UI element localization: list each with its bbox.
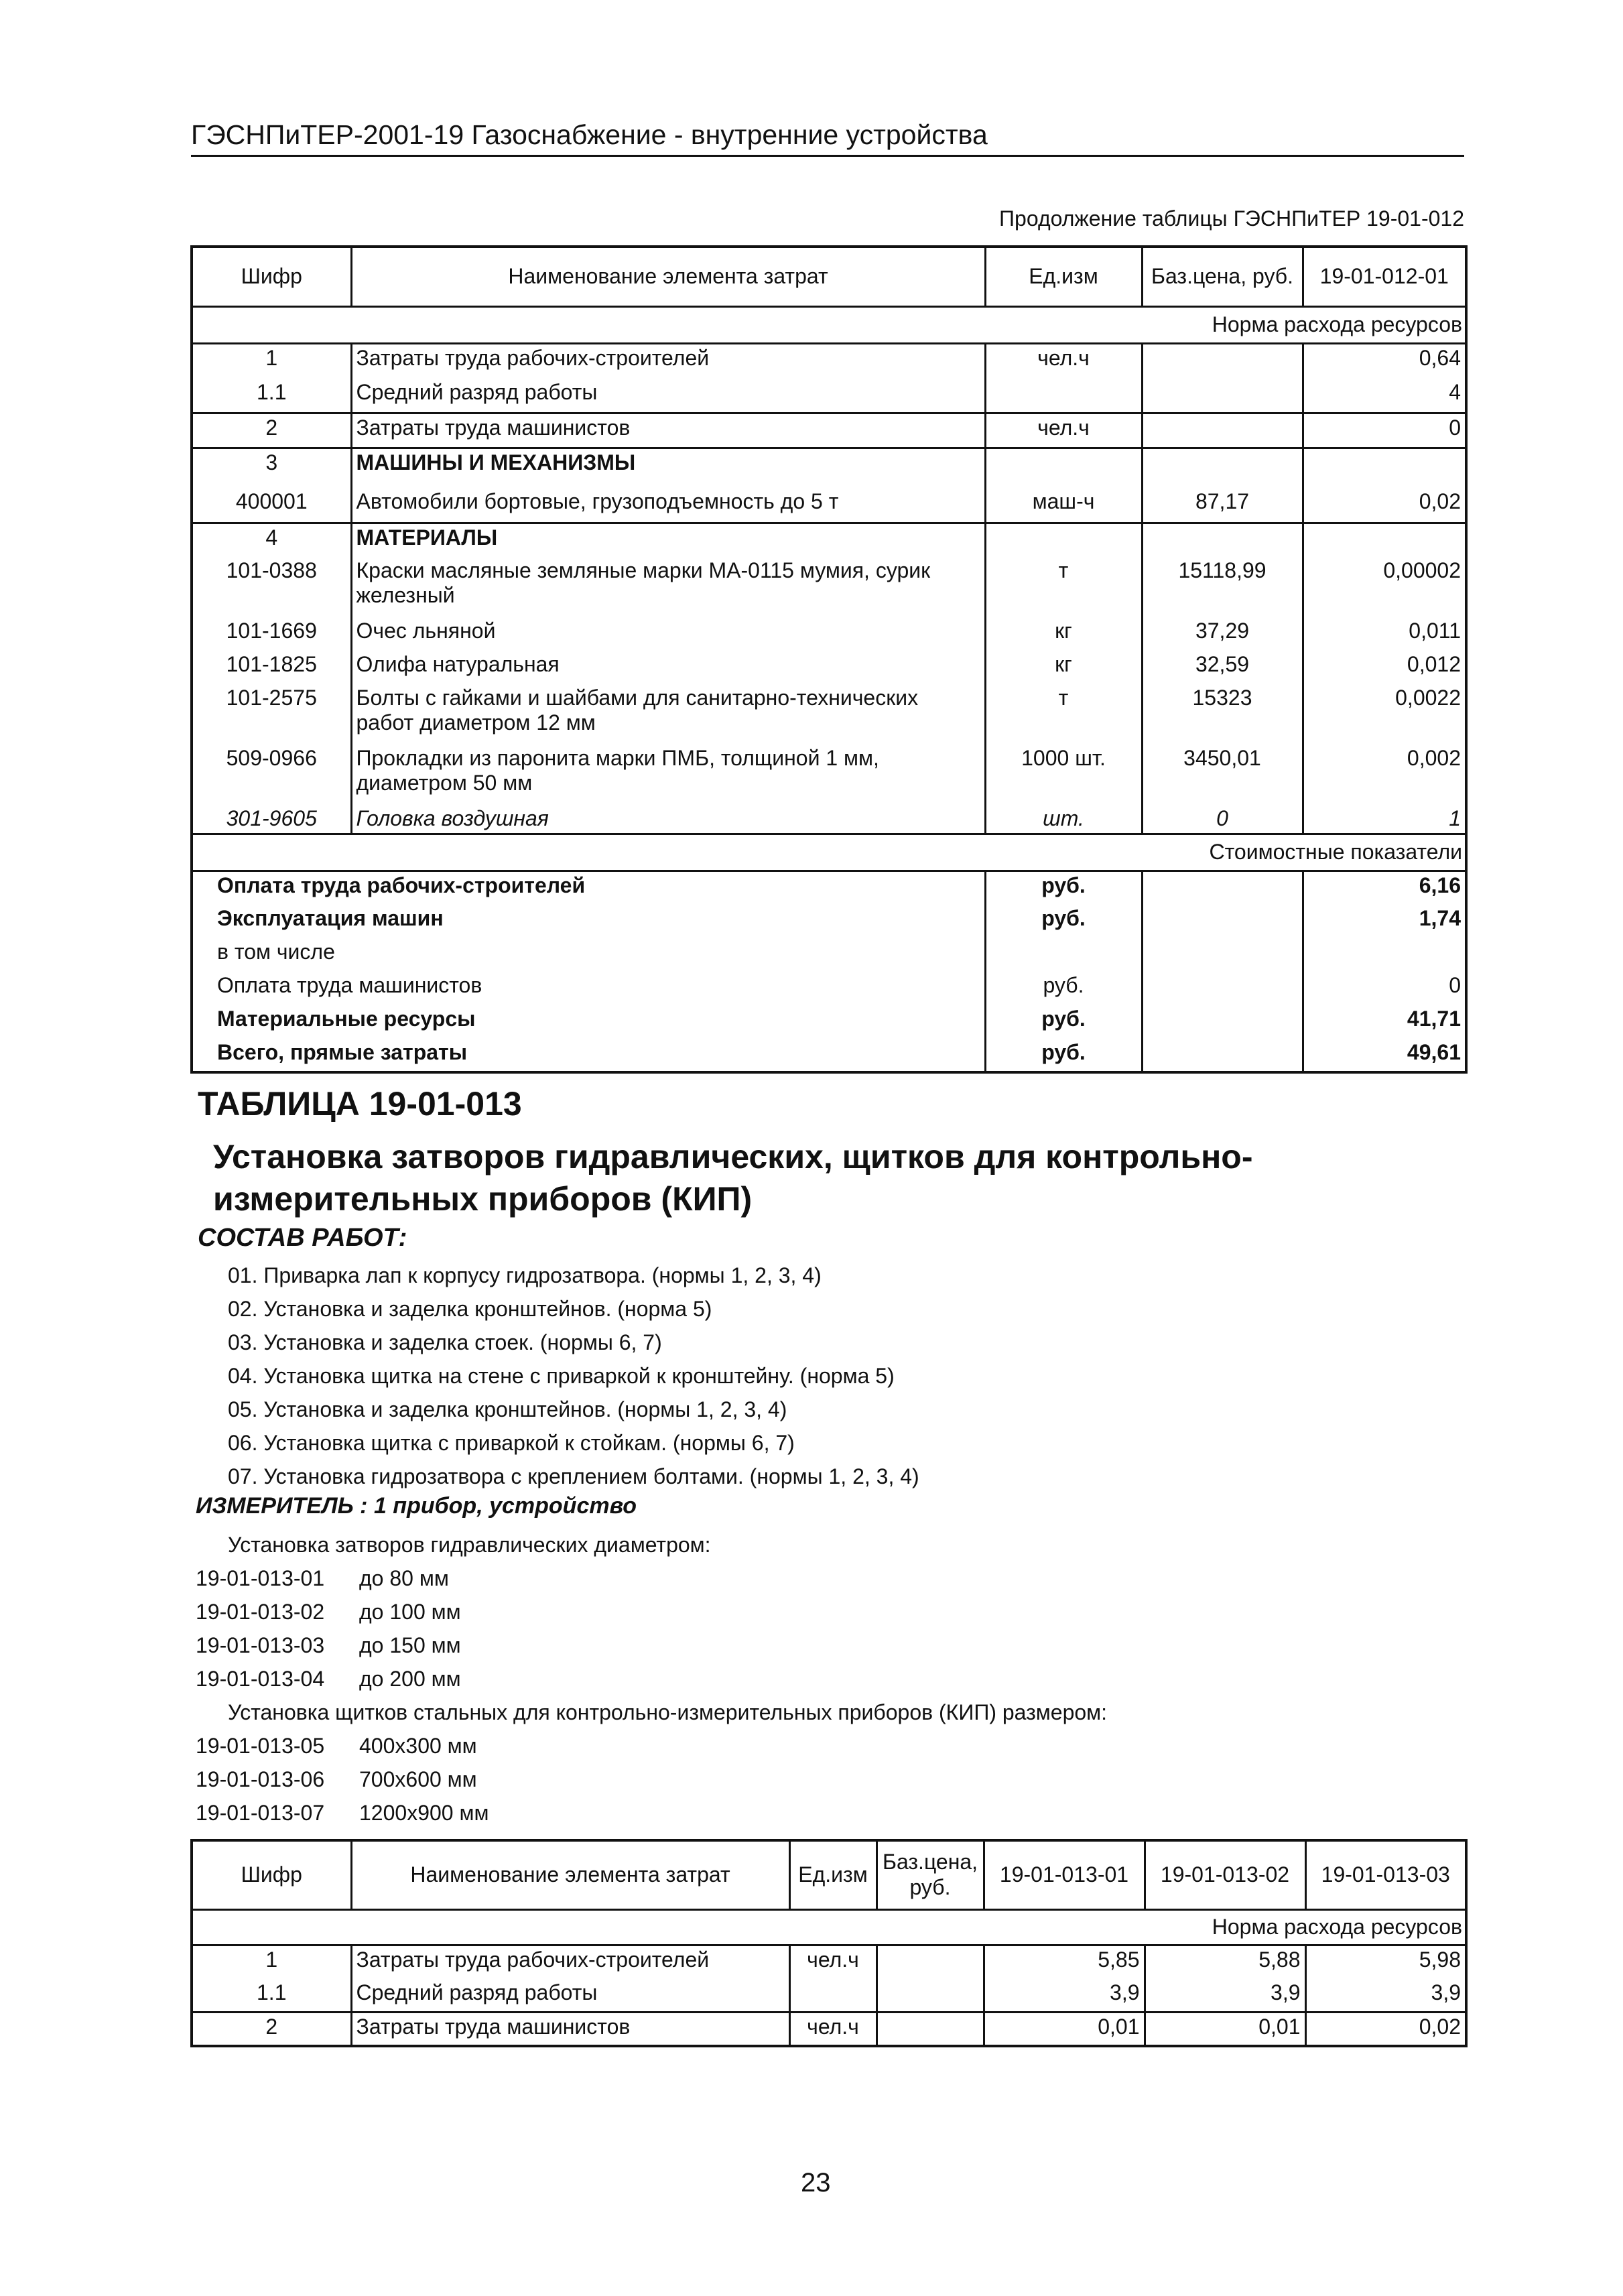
row-value: 3,9: [1145, 1979, 1305, 2013]
row-price: 15323: [1142, 684, 1303, 745]
norm-text: до 100 мм: [359, 1600, 461, 1624]
row-price: 87,17: [1142, 482, 1303, 523]
row-unit: чел.ч: [985, 413, 1142, 448]
row-value: 0,0022: [1303, 684, 1466, 745]
cost-value: [1303, 938, 1466, 972]
row-value: 0,01: [984, 2013, 1145, 2046]
cost-name: Эксплуатация машин: [192, 905, 985, 938]
row-code: 4: [192, 523, 351, 557]
work-item: 02. Установка и заделка кронштейнов. (норма 5): [228, 1297, 712, 1321]
row-code: 2: [192, 2013, 351, 2046]
row-code: 101-1825: [192, 651, 351, 684]
work-composition-title: СОСТАВ РАБОТ:: [198, 1224, 407, 1252]
row-value: 0,02: [1305, 2013, 1466, 2046]
norm-code: 19-01-013-07: [196, 1801, 325, 1825]
table-title: ТАБЛИЦА 19-01-013: [198, 1085, 522, 1123]
cost-value: 1,74: [1303, 905, 1466, 938]
col-header-norm-3: 19-01-013-03: [1305, 1840, 1466, 1910]
work-item: 06. Установка щитка с приваркой к стойкам. (нормы 6, 7): [228, 1431, 795, 1455]
row-name: Средний разряд работы: [351, 379, 985, 413]
col-header-norm: 19-01-012-01: [1303, 247, 1466, 307]
table-continuation-note: Продолжение таблицы ГЭСНПиТЕР 19-01-012: [999, 206, 1464, 231]
group-title: Установка щитков стальных для контрольно-измерительных приборов (КИП) размером:: [228, 1700, 1108, 1724]
norm-text: до 80 мм: [359, 1566, 449, 1590]
section-heading: Установка затворов гидравлических, щитков для контрольно-измерительных приборов (КИП): [213, 1138, 1253, 1218]
row-unit: чел.ч: [789, 2013, 877, 2046]
norm-code: 19-01-013-03: [196, 1633, 325, 1657]
work-item: 05. Установка и заделка кронштейнов. (нормы 1, 2, 3, 4): [228, 1397, 787, 1421]
row-price: [877, 1946, 984, 1979]
cost-unit: руб.: [985, 871, 1142, 905]
row-price: 37,29: [1142, 617, 1303, 651]
row-value: 0,011: [1303, 617, 1466, 651]
row-value: 5,85: [984, 1946, 1145, 1979]
row-code: 400001: [192, 482, 351, 523]
col-header-code: Шифр: [192, 247, 351, 307]
list-item: [196, 1629, 1107, 1662]
row-value: 0: [1303, 413, 1466, 448]
row-value: 5,88: [1145, 1946, 1305, 1979]
row-value: 3,9: [1305, 1979, 1466, 2013]
norm-code: 19-01-013-06: [196, 1767, 325, 1791]
table-row: [192, 523, 1466, 557]
cost-row: [192, 1039, 1466, 1072]
row-value: 4: [1303, 379, 1466, 413]
table-row: [192, 2013, 1466, 2046]
row-name: Очес льняной: [351, 617, 985, 651]
table-row: [192, 482, 1466, 523]
table-row: [192, 413, 1466, 448]
cost-value: 49,61: [1303, 1039, 1466, 1072]
row-unit: чел.ч: [985, 344, 1142, 379]
cost-value: 41,71: [1303, 1005, 1466, 1039]
work-item: 03. Установка и заделка стоек. (нормы 6, 7): [228, 1330, 662, 1354]
meter-unit: ИЗМЕРИТЕЛЬ : 1 прибор, устройство: [196, 1493, 637, 1519]
cost-unit: руб.: [985, 905, 1142, 938]
table-row: [192, 684, 1466, 745]
row-code: 1: [192, 1946, 351, 1979]
row-name: Затраты труда машинистов: [351, 413, 985, 448]
cost-row: [192, 905, 1466, 938]
cost-name: в том числе: [192, 938, 985, 972]
col-header-norm-2: 19-01-013-02: [1145, 1840, 1305, 1910]
cost-name: Материальные ресурсы: [192, 1005, 985, 1039]
row-unit: т: [985, 684, 1142, 745]
cost-name: Всего, прямые затраты: [192, 1039, 985, 1072]
row-code: 3: [192, 448, 351, 482]
norm-text: до 150 мм: [359, 1633, 461, 1657]
col-header-name: Наименование элемента затрат: [351, 1840, 789, 1910]
norm-code: 19-01-013-02: [196, 1600, 325, 1624]
cost-unit: руб.: [985, 1039, 1142, 1072]
table-row: [192, 1979, 1466, 2013]
row-value: 0,00002: [1303, 557, 1466, 617]
row-name: Автомобили бортовые, грузоподъемность до 5 т: [351, 482, 985, 523]
norm-title: Норма расхода ресурсов: [192, 1910, 1466, 1946]
cost-title-row: [192, 834, 1466, 871]
cost-name: Оплата труда рабочих-строителей: [192, 871, 985, 905]
norm-title-row: [192, 1910, 1466, 1946]
row-name: Затраты труда рабочих-строителей: [351, 1946, 789, 1979]
table-row: [192, 745, 1466, 805]
col-header-name: Наименование элемента затрат: [351, 247, 985, 307]
group-title: Установка затворов гидравлических диаметром:: [228, 1533, 711, 1557]
cost-unit: [985, 938, 1142, 972]
col-header-unit: Ед.изм: [985, 247, 1142, 307]
row-code: 1.1: [192, 379, 351, 413]
table-row: [192, 1946, 1466, 1979]
row-name: Болты с гайками и шайбами для санитарно-технических работ диаметром 12 мм: [351, 684, 985, 745]
work-item: 01. Приварка лап к корпусу гидрозатвора. (нормы 1, 2, 3, 4): [228, 1263, 822, 1287]
row-code: 509-0966: [192, 745, 351, 805]
row-code: 101-2575: [192, 684, 351, 745]
list-item: [196, 1662, 1107, 1696]
table-row: [192, 557, 1466, 617]
row-code: 101-0388: [192, 557, 351, 617]
row-price: [1142, 413, 1303, 448]
list-item: [196, 1729, 1107, 1763]
norm-code: 19-01-013-04: [196, 1667, 325, 1691]
row-unit: кг: [985, 651, 1142, 684]
cost-value: 0: [1303, 972, 1466, 1005]
row-price: [1142, 448, 1303, 482]
row-code: 101-1669: [192, 617, 351, 651]
cost-unit: руб.: [985, 972, 1142, 1005]
row-value: [1303, 448, 1466, 482]
row-name: Олифа натуральная: [351, 651, 985, 684]
cost-row: [192, 871, 1466, 905]
row-price: [1142, 523, 1303, 557]
resource-table-19-01-012: [190, 245, 1468, 1074]
row-unit: [985, 523, 1142, 557]
col-header-norm-1: 19-01-013-01: [984, 1840, 1145, 1910]
cost-row: [192, 1005, 1466, 1039]
work-list: [228, 1259, 919, 1493]
norm-code: 19-01-013-05: [196, 1734, 325, 1758]
row-name: МАТЕРИАЛЫ: [351, 523, 985, 557]
table-row: [192, 651, 1466, 684]
work-item: 04. Установка щитка на стене с приваркой к кронштейну. (норма 5): [228, 1364, 895, 1388]
norm-codes-list: [196, 1528, 1107, 1830]
resource-table-19-01-013: [190, 1839, 1468, 2047]
row-unit: [985, 379, 1142, 413]
row-unit: 1000 шт.: [985, 745, 1142, 805]
row-value: 1: [1303, 805, 1466, 834]
row-name: Краски масляные земляные марки МА-0115 мумия, сурик железный: [351, 557, 985, 617]
table-header-row: [192, 247, 1466, 307]
page-header: ГЭСНПиТЕР-2001-19 Газоснабжение - внутренние устройства: [191, 119, 1464, 157]
norm-text: 1200x900 мм: [359, 1801, 489, 1825]
row-value: 0,012: [1303, 651, 1466, 684]
list-item: [196, 1561, 1107, 1595]
row-price: 15118,99: [1142, 557, 1303, 617]
col-header-price: Баз.цена, руб.: [1142, 247, 1303, 307]
row-unit: шт.: [985, 805, 1142, 834]
row-unit: [985, 448, 1142, 482]
table-row: [192, 805, 1466, 834]
norm-title-row: [192, 307, 1466, 344]
row-name: Головка воздушная: [351, 805, 985, 834]
row-price: [877, 1979, 984, 2013]
row-code: 1: [192, 344, 351, 379]
row-unit: т: [985, 557, 1142, 617]
norm-text: 700x600 мм: [359, 1767, 477, 1791]
row-value: [1303, 523, 1466, 557]
table-row: [192, 448, 1466, 482]
col-header-code: Шифр: [192, 1840, 351, 1910]
cost-row: [192, 972, 1466, 1005]
row-price: [1142, 379, 1303, 413]
table-header-row: [192, 1840, 1466, 1910]
table-row: [192, 344, 1466, 379]
work-item: 07. Установка гидрозатвора с креплением болтами. (нормы 1, 2, 3, 4): [228, 1464, 919, 1488]
norm-text: 400x300 мм: [359, 1734, 477, 1758]
cost-title: Стоимостные показатели: [192, 834, 1466, 871]
cost-name: Оплата труда машинистов: [192, 972, 985, 1005]
row-value: 0,002: [1303, 745, 1466, 805]
row-value: 0,64: [1303, 344, 1466, 379]
list-item: [196, 1796, 1107, 1830]
row-price: 0: [1142, 805, 1303, 834]
norm-code: 19-01-013-01: [196, 1566, 325, 1590]
row-value: 0,02: [1303, 482, 1466, 523]
row-name: Прокладки из паронита марки ПМБ, толщиной 1 мм, диаметром 50 мм: [351, 745, 985, 805]
col-header-price: Баз.цена, руб.: [877, 1840, 984, 1910]
norm-text: до 200 мм: [359, 1667, 461, 1691]
page-number: 23: [801, 2168, 831, 2197]
row-code: 2: [192, 413, 351, 448]
cost-unit: руб.: [985, 1005, 1142, 1039]
row-name: МАШИНЫ И МЕХАНИЗМЫ: [351, 448, 985, 482]
row-value: 3,9: [984, 1979, 1145, 2013]
table-row: [192, 379, 1466, 413]
row-unit: маш-ч: [985, 482, 1142, 523]
cost-value: 6,16: [1303, 871, 1466, 905]
row-name: Затраты труда машинистов: [351, 2013, 789, 2046]
norm-title: Норма расхода ресурсов: [192, 307, 1466, 344]
table-row: [192, 617, 1466, 651]
row-unit: [789, 1979, 877, 2013]
row-value: 5,98: [1305, 1946, 1466, 1979]
list-item: [196, 1595, 1107, 1629]
cost-row: [192, 938, 1466, 972]
row-price: 3450,01: [1142, 745, 1303, 805]
row-price: [1142, 344, 1303, 379]
col-header-unit: Ед.изм: [789, 1840, 877, 1910]
row-unit: чел.ч: [789, 1946, 877, 1979]
row-name: Средний разряд работы: [351, 1979, 789, 2013]
row-value: 0,01: [1145, 2013, 1305, 2046]
list-item: [196, 1763, 1107, 1796]
row-name: Затраты труда рабочих-строителей: [351, 344, 985, 379]
row-code: 301-9605: [192, 805, 351, 834]
row-code: 1.1: [192, 1979, 351, 2013]
row-price: [877, 2013, 984, 2046]
row-unit: кг: [985, 617, 1142, 651]
row-price: 32,59: [1142, 651, 1303, 684]
